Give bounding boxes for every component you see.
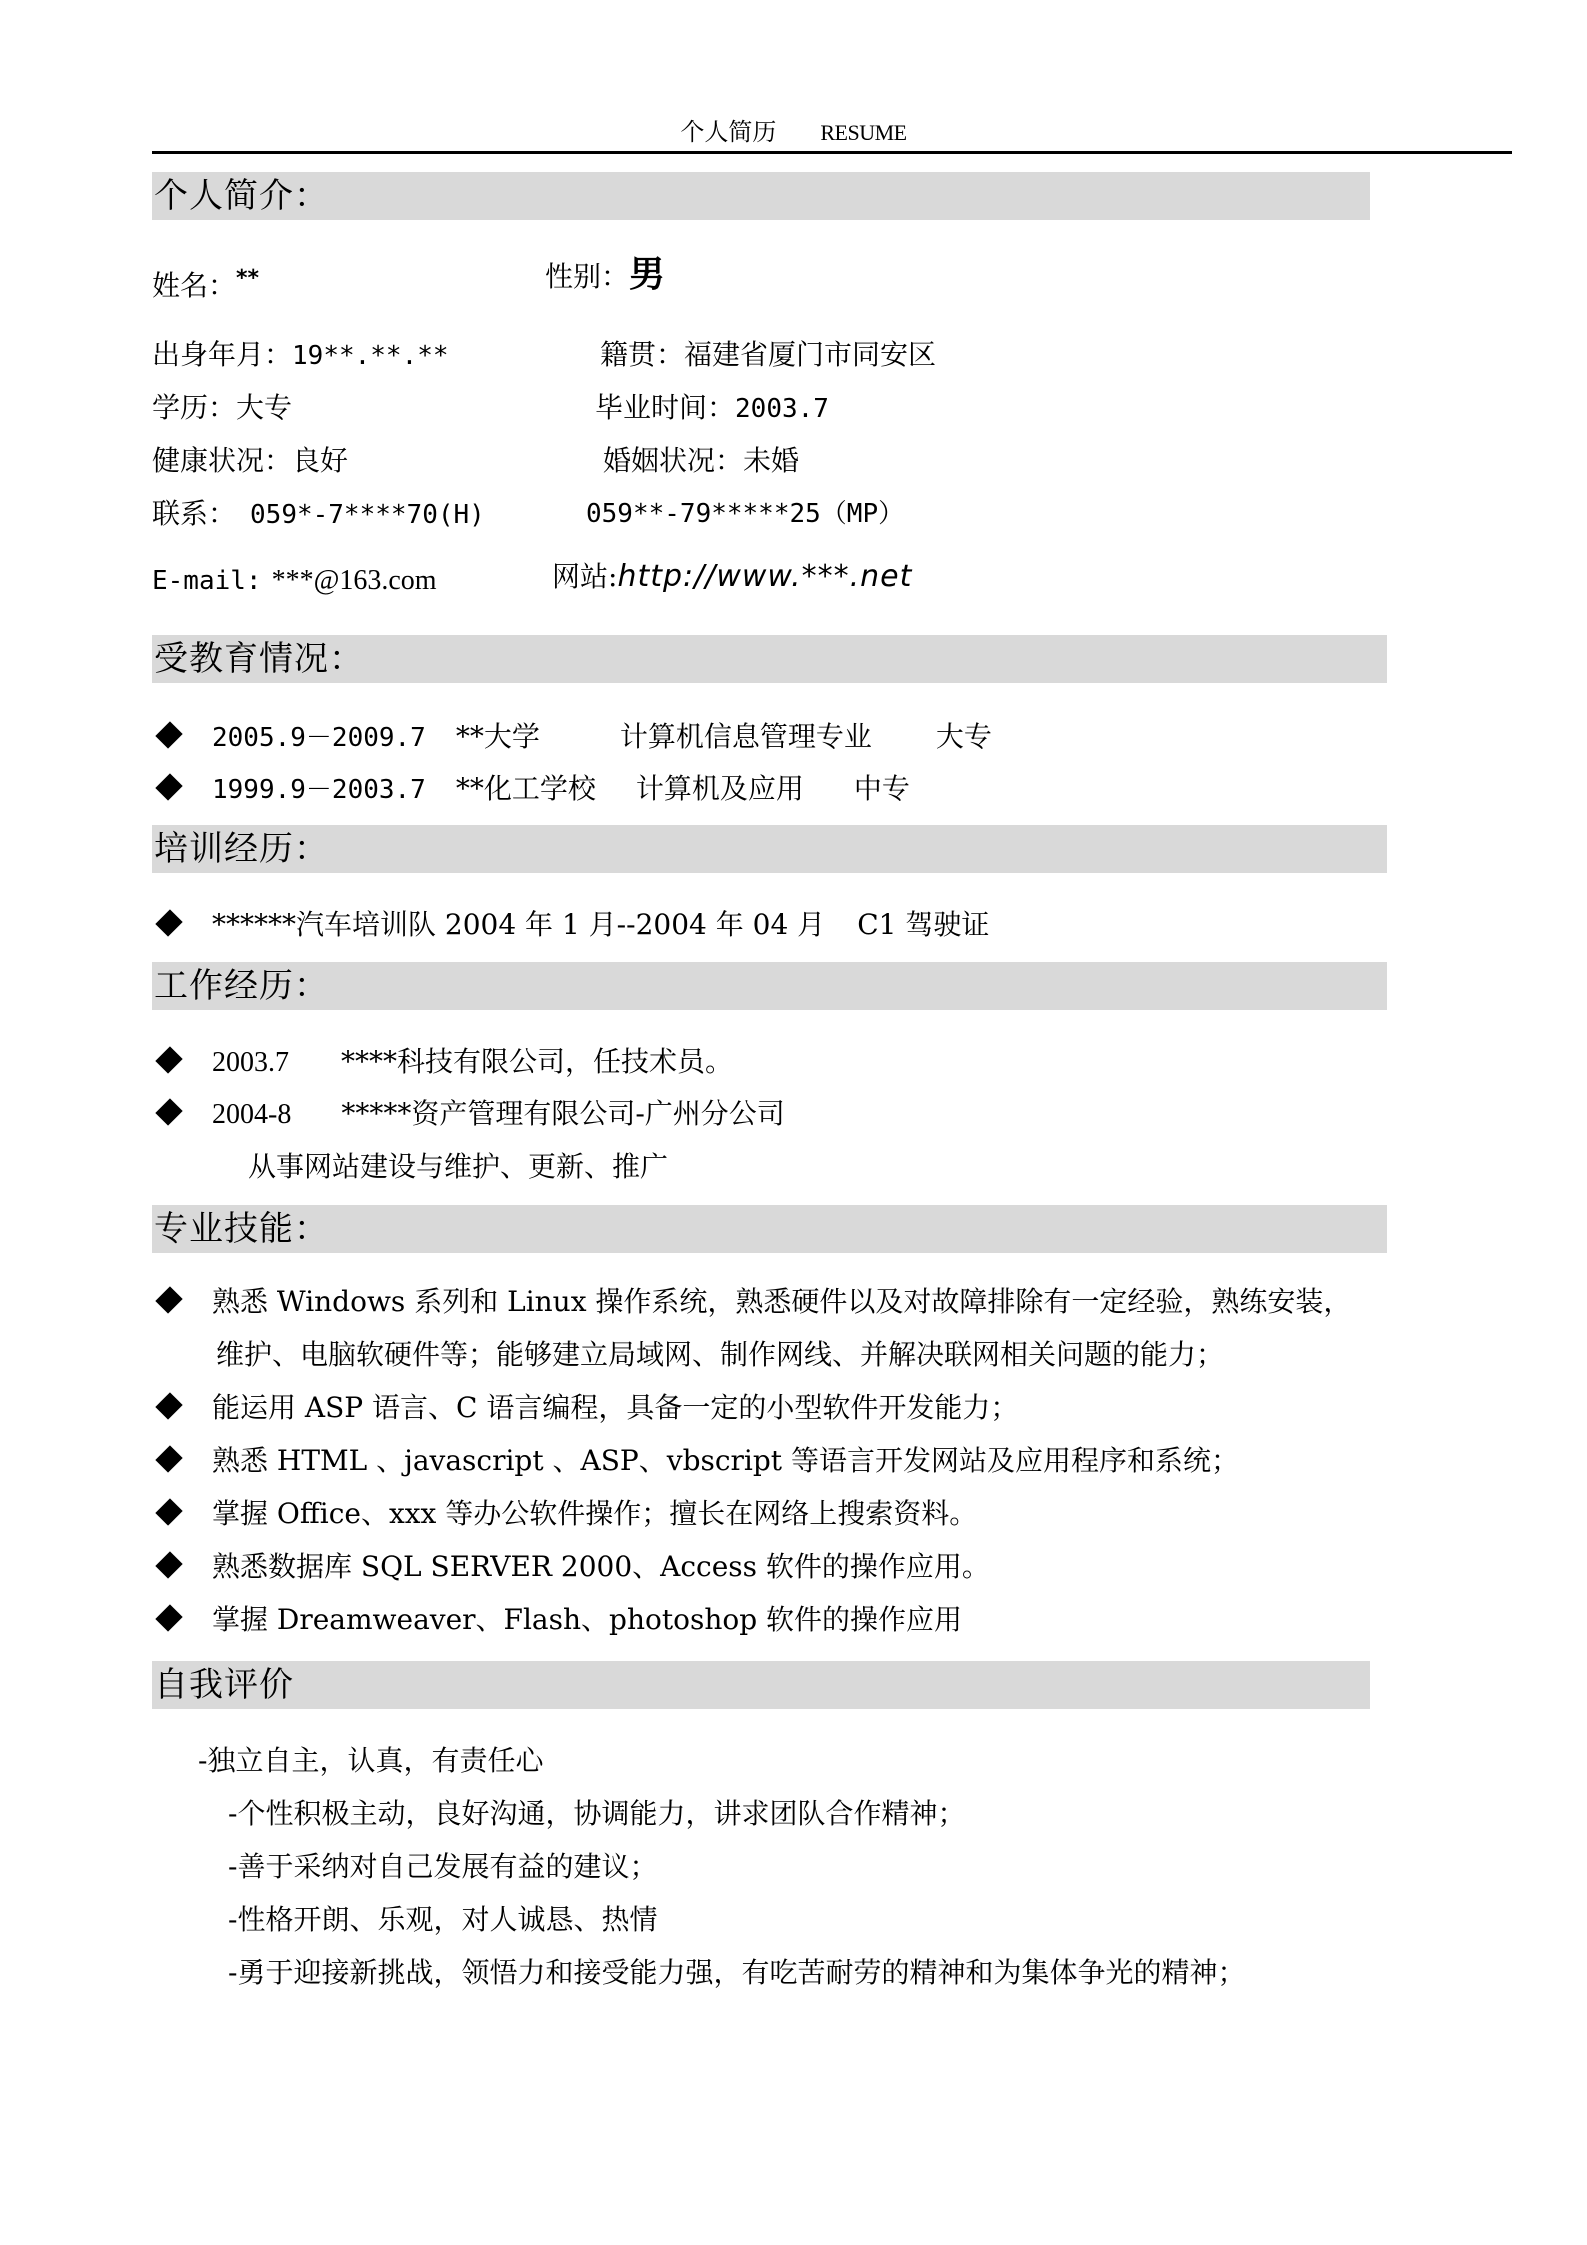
education-school: **大学 bbox=[455, 720, 540, 753]
section-profile-bar bbox=[152, 172, 1370, 220]
marital-value: 未婚 bbox=[743, 444, 800, 477]
origin-value: 福建省厦门市同安区 bbox=[684, 338, 937, 371]
contact-label: 联系： bbox=[152, 497, 237, 530]
origin-label: 籍贯： bbox=[600, 338, 685, 371]
diamond-bullet-icon bbox=[155, 1098, 182, 1125]
section-self-eval-bar bbox=[152, 1661, 1370, 1709]
diamond-bullet-icon bbox=[155, 1498, 182, 1525]
work-desc: *****资产管理有限公司-广州分公司 bbox=[341, 1097, 785, 1130]
education-period: 2005.9－2009.7 bbox=[212, 723, 426, 753]
diamond-bullet-icon bbox=[155, 1392, 182, 1419]
name-value: ** bbox=[236, 266, 260, 291]
gender-value: 男 bbox=[629, 254, 666, 295]
phone-mobile: 059**-79*****25（MP） bbox=[586, 499, 905, 529]
page-header bbox=[0, 112, 1587, 147]
field-birth bbox=[152, 338, 449, 373]
training-text: ******汽车培训队 2004 年 1 月--2004 年 04 月 bbox=[212, 908, 826, 941]
education-level: 大专 bbox=[935, 720, 992, 753]
work-detail: 从事网站建设与维护、更新、推广 bbox=[248, 1150, 669, 1183]
degree-value: 大专 bbox=[236, 391, 293, 424]
birth-value: 19**.**.** bbox=[292, 341, 449, 371]
skill-text: 熟悉 Windows 系列和 Linux 操作系统，熟悉硬件以及对故障排除有一定经验，熟练安装， bbox=[212, 1285, 1352, 1318]
education-item bbox=[152, 772, 910, 807]
field-origin bbox=[600, 338, 936, 372]
skill-text: 熟悉数据库 SQL SERVER 2000、Access 软件的操作应用。 bbox=[212, 1550, 990, 1583]
field-website bbox=[552, 560, 912, 594]
skill-text-continued: 维护、电脑软硬件等；能够建立局域网、制作网线、并解决联网相关问题的能力； bbox=[216, 1338, 1225, 1371]
website-link[interactable]: http://www.***.net bbox=[617, 559, 913, 594]
diamond-bullet-icon bbox=[155, 909, 182, 936]
field-email bbox=[152, 563, 437, 598]
marital-label: 婚姻状况： bbox=[603, 444, 744, 477]
diamond-bullet-icon bbox=[155, 1286, 182, 1313]
self-eval-item: -独立自主，认真，有责任心 bbox=[198, 1744, 544, 1777]
website-label: 网站: bbox=[552, 560, 618, 593]
header-divider bbox=[152, 151, 1512, 154]
education-level: 中专 bbox=[853, 772, 910, 805]
field-contact bbox=[152, 497, 485, 532]
section-title-work: 工作经历： bbox=[154, 966, 329, 1006]
diamond-bullet-icon bbox=[155, 721, 182, 748]
section-title-profile: 个人简介： bbox=[154, 176, 329, 216]
education-major: 计算机及应用 bbox=[635, 772, 804, 805]
section-work-bar bbox=[152, 962, 1387, 1010]
training-cert: C1 驾驶证 bbox=[857, 908, 990, 941]
health-label: 健康状况： bbox=[152, 444, 293, 477]
skill-item bbox=[152, 1391, 1018, 1425]
gender-label: 性别： bbox=[545, 260, 630, 293]
skill-text: 掌握 Office、xxx 等办公软件操作；擅长在网络上搜索资料。 bbox=[212, 1497, 978, 1530]
header-title-en: RESUME bbox=[820, 120, 907, 145]
section-title-training: 培训经历： bbox=[154, 829, 329, 869]
skill-item bbox=[152, 1603, 962, 1637]
field-name bbox=[152, 262, 259, 303]
diamond-bullet-icon bbox=[155, 1046, 182, 1073]
field-gender bbox=[545, 254, 666, 295]
birth-label: 出身年月： bbox=[152, 338, 293, 371]
skill-item bbox=[152, 1550, 990, 1584]
work-desc: ****科技有限公司，任技术员。 bbox=[341, 1045, 734, 1078]
phone-home: 059*-7****70(H) bbox=[250, 500, 485, 530]
section-title-self-eval: 自我评价 bbox=[154, 1665, 294, 1705]
work-date: 2004-8 bbox=[212, 1099, 292, 1130]
skill-text: 能运用 ASP 语言、C 语言编程，具备一定的小型软件开发能力； bbox=[212, 1391, 1019, 1424]
skill-item bbox=[152, 1497, 977, 1531]
self-eval-item: -性格开朗、乐观，对人诚恳、热情 bbox=[228, 1903, 658, 1936]
email-value[interactable]: ***@163.com bbox=[271, 565, 437, 596]
grad-value: 2003.7 bbox=[735, 394, 829, 424]
skill-item bbox=[152, 1285, 1351, 1319]
work-item bbox=[152, 1045, 733, 1080]
field-graduation bbox=[595, 391, 829, 426]
field-health bbox=[152, 444, 348, 478]
grad-label: 毕业时间： bbox=[595, 391, 736, 424]
section-training-bar bbox=[152, 825, 1387, 873]
diamond-bullet-icon bbox=[155, 773, 182, 800]
name-label: 姓名： bbox=[152, 269, 237, 302]
training-item bbox=[152, 908, 989, 942]
field-degree bbox=[152, 391, 292, 425]
field-marital bbox=[603, 444, 799, 478]
section-title-education: 受教育情况： bbox=[154, 639, 364, 679]
health-value: 良好 bbox=[292, 444, 349, 477]
education-item bbox=[152, 720, 992, 755]
email-label: E-mail: bbox=[152, 566, 262, 596]
section-education-bar bbox=[152, 635, 1387, 683]
diamond-bullet-icon bbox=[155, 1604, 182, 1631]
education-major: 计算机信息管理专业 bbox=[619, 720, 872, 753]
degree-label: 学历： bbox=[152, 391, 237, 424]
diamond-bullet-icon bbox=[155, 1551, 182, 1578]
self-eval-item: -个性积极主动，良好沟通，协调能力，讲求团队合作精神； bbox=[228, 1797, 966, 1830]
header-title-cn: 个人简历 bbox=[680, 120, 777, 146]
skill-text: 熟悉 HTML 、javascript 、ASP、vbscript 等语言开发网站及应用程序和系统； bbox=[212, 1444, 1239, 1477]
self-eval-item: -勇于迎接新挑战，领悟力和接受能力强，有吃苦耐劳的精神和为集体争光的精神； bbox=[228, 1956, 1246, 1989]
diamond-bullet-icon bbox=[155, 1445, 182, 1472]
education-school: **化工学校 bbox=[455, 772, 596, 805]
skill-text: 掌握 Dreamweaver、Flash、photoshop 软件的操作应用 bbox=[212, 1603, 963, 1636]
education-period: 1999.9－2003.7 bbox=[212, 775, 426, 805]
skill-item bbox=[152, 1444, 1239, 1478]
section-title-skills: 专业技能： bbox=[154, 1209, 329, 1249]
self-eval-item: -善于采纳对自己发展有益的建议； bbox=[228, 1850, 658, 1883]
work-item bbox=[152, 1097, 785, 1132]
section-skills-bar bbox=[152, 1205, 1387, 1253]
work-date: 2003.7 bbox=[212, 1047, 289, 1078]
